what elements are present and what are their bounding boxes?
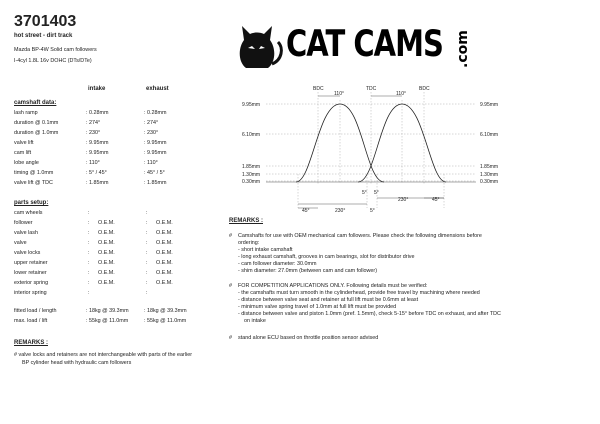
parts-row-label: exterior spring bbox=[14, 280, 49, 286]
intake-header: intake bbox=[88, 86, 106, 92]
parts-row-intake: O.E.M. bbox=[98, 250, 115, 256]
logo-text: CAT CAMS bbox=[286, 22, 443, 65]
parts-row-colon: : bbox=[146, 270, 148, 276]
parts-row-colon: : bbox=[88, 290, 90, 296]
parts-row-colon: : bbox=[88, 270, 90, 276]
cam-row-exhaust: : 0.28mm bbox=[144, 110, 167, 116]
parts-row-label: interior spring bbox=[14, 290, 47, 296]
subtitle: hot street - dirt track bbox=[14, 33, 73, 39]
parts-row-label: lower retainer bbox=[14, 270, 47, 276]
remark-item: - distance between valve seat and retainer at full lift must be 0.6mm at least bbox=[238, 297, 419, 303]
parts-row-label: valve lash bbox=[14, 230, 38, 236]
cam-row-label: cam lift bbox=[14, 150, 32, 156]
parts-row-colon: : bbox=[146, 280, 148, 286]
cam-row-exhaust: : 230° bbox=[144, 130, 159, 136]
parts-row-label: cam wheels bbox=[14, 210, 43, 216]
cam-row-intake: : 5° / 45° bbox=[86, 170, 107, 176]
parts-row-exhaust: O.E.M. bbox=[156, 280, 173, 286]
parts-row-colon: : bbox=[146, 210, 148, 216]
parts-row-colon: : bbox=[146, 220, 148, 226]
lift-label-max-left: 9.95mm bbox=[242, 102, 261, 108]
cam-lift-diagram bbox=[230, 84, 540, 220]
timing-label-c: 45° bbox=[302, 208, 310, 214]
remark-item: on intake bbox=[244, 318, 266, 324]
exhaust-header: exhaust bbox=[146, 86, 169, 92]
lift-label-one-right: 1.30mm bbox=[480, 172, 499, 178]
parts-row-intake: O.E.M. bbox=[98, 260, 115, 266]
engine-line-1: Mazda BP-4W Solid cam followers bbox=[14, 47, 97, 53]
cat-logo-icon bbox=[232, 18, 288, 72]
bdc-label-right: BDC bbox=[419, 86, 430, 92]
cam-row-exhaust: : 274° bbox=[144, 120, 159, 126]
logo-domain: .com bbox=[455, 30, 471, 68]
parts-row-intake: O.E.M. bbox=[98, 240, 115, 246]
lift-label-tdc-left: 1.85mm bbox=[242, 164, 261, 170]
parts-row-colon: : bbox=[88, 250, 90, 256]
parts-row-exhaust: O.E.M. bbox=[156, 220, 173, 226]
load-row-exhaust: : 55kg @ 11.0mm bbox=[144, 318, 187, 324]
parts-row-colon: : bbox=[88, 260, 90, 266]
load-row-label: max. load / lift bbox=[14, 318, 48, 324]
parts-row-intake: O.E.M. bbox=[98, 230, 115, 236]
remark-line: FOR COMPETITION APPLICATIONS ONLY. Following details must be verified: bbox=[238, 283, 428, 289]
parts-setup-title: parts setup: bbox=[14, 200, 49, 206]
cam-row-label: lash ramp bbox=[14, 110, 38, 116]
cam-row-intake: : 9.95mm bbox=[86, 140, 109, 146]
timing-label-e: 5° bbox=[370, 208, 375, 214]
parts-row-colon: : bbox=[146, 290, 148, 296]
tdc-label: TDC bbox=[366, 86, 377, 92]
parts-row-exhaust: O.E.M. bbox=[156, 230, 173, 236]
parts-row-label: upper retainer bbox=[14, 260, 48, 266]
cam-row-label: duration @ 1.0mm bbox=[14, 130, 59, 136]
cam-row-label: duration @ 0.1mm bbox=[14, 120, 59, 126]
parts-row-label: valve locks bbox=[14, 250, 41, 256]
remark-hash: # bbox=[229, 335, 232, 341]
remark-line: Camshafts for use with OEM mechanical cam followers. Please check the following dimensions before bbox=[238, 233, 482, 239]
parts-row-colon: : bbox=[88, 280, 90, 286]
cam-row-exhaust: : 9.95mm bbox=[144, 150, 167, 156]
left-remark-line: BP cylinder head with hydraulic cam followers bbox=[22, 360, 132, 366]
cam-row-exhaust: : 1.85mm bbox=[144, 180, 167, 186]
cam-row-exhaust: : 9.95mm bbox=[144, 140, 167, 146]
timing-label-a: 5° bbox=[362, 190, 367, 196]
cam-row-exhaust: : 110° bbox=[144, 160, 158, 166]
timing-label-b: 5° bbox=[374, 190, 379, 196]
parts-row-colon: : bbox=[88, 230, 90, 236]
timing-label-g: 45° bbox=[432, 197, 440, 203]
remark-item: - the camshafts must turn smooth in the cylinderhead, provide free travel by machining where needed bbox=[238, 290, 480, 296]
right-remarks-title: REMARKS : bbox=[229, 218, 263, 224]
camshaft-data-title: camshaft data: bbox=[14, 100, 57, 106]
engine-line-2: I-4cyl 1.8L 16v DOHC (DTs/DTe) bbox=[14, 58, 92, 64]
parts-row-intake: O.E.M. bbox=[98, 270, 115, 276]
cam-row-label: lobe angle bbox=[14, 160, 39, 166]
left-remark-line: # valve locks and retainers are not interchangeable with parts of the earlier bbox=[14, 352, 192, 358]
cam-row-intake: : 9.95mm bbox=[86, 150, 109, 156]
cam-row-intake: : 274° bbox=[86, 120, 101, 126]
remark-item: - short intake camshaft bbox=[238, 247, 293, 253]
bdc-label-left: BDC bbox=[313, 86, 324, 92]
remark-item: - distance between valve and piston 1.0mm (pref. 1.5mm), check 5-15° before TDC on exhaust, and after TDC bbox=[238, 311, 501, 317]
parts-row-colon: : bbox=[146, 240, 148, 246]
parts-row-colon: : bbox=[88, 220, 90, 226]
parts-row-colon: : bbox=[146, 260, 148, 266]
load-row-intake: : 55kg @ 11.0mm bbox=[86, 318, 129, 324]
parts-row-colon: : bbox=[146, 250, 148, 256]
cam-row-intake: : 1.85mm bbox=[86, 180, 109, 186]
parts-row-label: valve bbox=[14, 240, 27, 246]
remark-item: - cam follower diameter: 30.0mm bbox=[238, 261, 317, 267]
remark-hash: # bbox=[229, 283, 232, 289]
remark-item: - shim diameter: 27.0mm (between cam and cam follower) bbox=[238, 268, 378, 274]
lobe-angle-right: 110° bbox=[396, 91, 406, 97]
parts-row-exhaust: O.E.M. bbox=[156, 250, 173, 256]
cam-row-intake: : 230° bbox=[86, 130, 101, 136]
lift-label-one-left: 1.30mm bbox=[242, 172, 261, 178]
remark-hash: # bbox=[229, 233, 232, 239]
parts-row-intake: O.E.M. bbox=[98, 220, 115, 226]
duration-label-right: 230° bbox=[398, 197, 409, 203]
cam-row-label: valve lift @ TDC bbox=[14, 180, 53, 186]
cam-row-intake: : 110° bbox=[86, 160, 100, 166]
parts-row-colon: : bbox=[88, 240, 90, 246]
remark-item: - long exhaust camshaft, grooves in cam bearings, slot for distributor drive bbox=[238, 254, 415, 260]
load-row-label: fitted load / length bbox=[14, 308, 57, 314]
parts-row-exhaust: O.E.M. bbox=[156, 270, 173, 276]
lift-label-lash-right: 0.30mm bbox=[480, 179, 499, 185]
left-remarks-title: REMARKS : bbox=[14, 340, 48, 346]
remark-line: stand alone ECU based on throttle position sensor advised bbox=[238, 335, 379, 341]
parts-row-colon: : bbox=[146, 230, 148, 236]
cam-row-label: timing @ 1.0mm bbox=[14, 170, 54, 176]
lobe-angle-left: 110° bbox=[334, 91, 344, 97]
load-row-exhaust: : 18kg @ 39.3mm bbox=[144, 308, 187, 314]
parts-row-exhaust: O.E.M. bbox=[156, 260, 173, 266]
cam-row-intake: : 0.28mm bbox=[86, 110, 109, 116]
parts-row-intake: O.E.M. bbox=[98, 280, 115, 286]
cam-row-exhaust: : 45° / 5° bbox=[144, 170, 165, 176]
parts-row-exhaust: O.E.M. bbox=[156, 240, 173, 246]
lift-label-max-right: 9.95mm bbox=[480, 102, 499, 108]
lift-label-lash-left: 0.30mm bbox=[242, 179, 261, 185]
parts-row-colon: : bbox=[88, 210, 90, 216]
lift-label-mid-right: 6.10mm bbox=[480, 132, 499, 138]
parts-row-label: follower bbox=[14, 220, 33, 226]
remark-item: - minimum valve spring travel of 1.0mm at full lift must be provided bbox=[238, 304, 397, 310]
duration-label-left: 230° bbox=[335, 208, 346, 214]
lift-label-tdc-right: 1.85mm bbox=[480, 164, 499, 170]
lift-label-mid-left: 6.10mm bbox=[242, 132, 261, 138]
cam-row-label: valve lift bbox=[14, 140, 34, 146]
load-row-intake: : 18kg @ 39.3mm bbox=[86, 308, 129, 314]
part-number: 3701403 bbox=[14, 13, 77, 30]
remark-line: ordering: bbox=[238, 240, 260, 246]
